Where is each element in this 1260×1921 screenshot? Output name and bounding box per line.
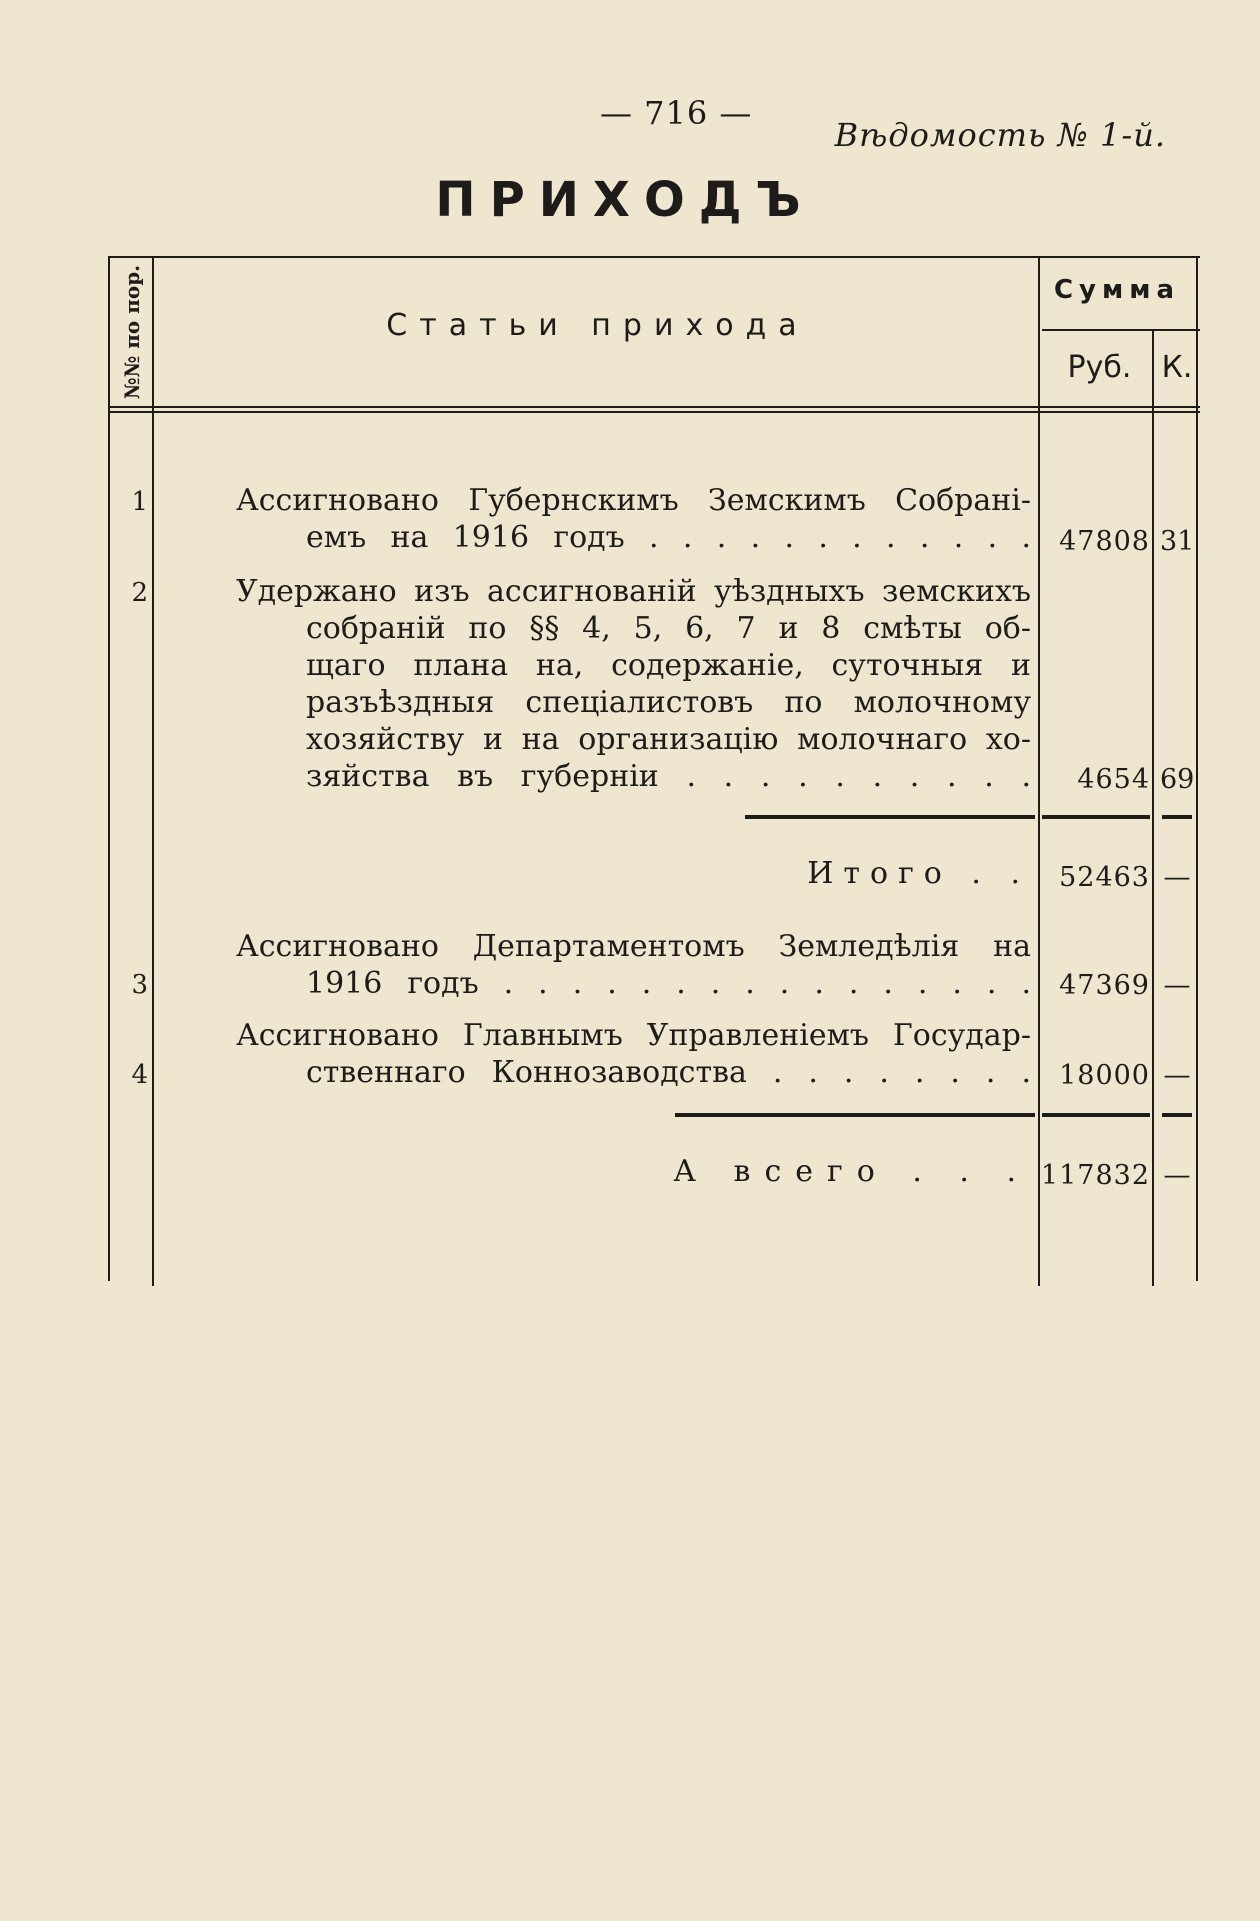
row-rubles: 18000 bbox=[1059, 1060, 1150, 1091]
grand-total-kopecks: — bbox=[1163, 1160, 1191, 1191]
row-item-line: ственнаго Коннозаводства . . . . . . . . bbox=[306, 1055, 1031, 1090]
row-item-line: Ассигновано Губернскимъ Земскимъ Собрані- bbox=[236, 483, 1031, 518]
row-number: 4 bbox=[131, 1060, 148, 1090]
subtotal-rule-rubles bbox=[1042, 815, 1150, 819]
subtotal-rule-kopecks bbox=[1162, 815, 1192, 819]
row-item-line: хозяйству и на организацію молочнаго хо- bbox=[306, 722, 1031, 757]
number-column-divider bbox=[152, 256, 154, 1286]
main-title: ПРИХОДЪ bbox=[435, 172, 815, 228]
header-items-column: Статьи прихода bbox=[386, 308, 809, 343]
subtotal-label: Итого . . bbox=[807, 856, 1030, 891]
grand-total-rubles: 117832 bbox=[1040, 1160, 1150, 1191]
row-rubles: 47369 bbox=[1059, 970, 1150, 1001]
subtotal-kopecks: — bbox=[1163, 862, 1191, 893]
page-number: — 716 — bbox=[600, 94, 753, 132]
row-item-line: собраній по §§ 4, 5, 6, 7 и 8 смѣты об- bbox=[306, 611, 1031, 646]
row-number: 3 bbox=[131, 970, 148, 1000]
row-kopecks: 31 bbox=[1160, 526, 1195, 557]
rubles-column-divider bbox=[1152, 329, 1154, 1286]
header-rule bbox=[110, 406, 1200, 408]
subtotal-rubles: 52463 bbox=[1059, 862, 1150, 893]
header-number-column bbox=[113, 262, 151, 402]
row-item-line: 1916 годъ . . . . . . . . . . . . . . . . bbox=[306, 966, 1031, 1001]
header-sum-column: Сумма bbox=[1053, 275, 1181, 305]
header-kopecks-column: К. bbox=[1161, 350, 1193, 385]
row-kopecks: — bbox=[1163, 970, 1191, 1001]
row-item-line: Удержано изъ ассигнованій уѣздныхъ земскихъ bbox=[236, 574, 1031, 609]
row-kopecks: — bbox=[1163, 1060, 1191, 1091]
total-rule-rubles bbox=[1042, 1113, 1150, 1117]
row-item-line: Ассигновано Главнымъ Управленіемъ Государ- bbox=[236, 1018, 1031, 1053]
total-rule-kopecks bbox=[1162, 1113, 1192, 1117]
left-border bbox=[108, 256, 110, 1281]
row-number: 1 bbox=[131, 487, 148, 517]
items-column-divider bbox=[1038, 256, 1040, 1286]
header-rule-double bbox=[110, 411, 1200, 413]
row-item-line: Ассигновано Департаментомъ Земледѣлія на bbox=[236, 929, 1031, 964]
grand-total-label: А всего . . . bbox=[673, 1154, 1030, 1189]
row-item-line: разъѣздныя спеціалистовъ по молочному bbox=[306, 685, 1031, 720]
row-kopecks: 69 bbox=[1160, 764, 1195, 795]
header-rubles-column: Руб. bbox=[1067, 350, 1132, 385]
row-rubles: 4654 bbox=[1077, 764, 1150, 795]
row-number: 2 bbox=[131, 578, 148, 608]
row-rubles: 47808 bbox=[1059, 526, 1150, 557]
row-item-line: зяйства въ губерніи . . . . . . . . . . bbox=[306, 759, 1031, 794]
header-number-label: №№ по пор. bbox=[120, 264, 144, 400]
total-rule-items bbox=[675, 1113, 1035, 1117]
row-item-line: щаго плана на, содержаніе, суточныя и bbox=[306, 648, 1031, 683]
top-rule bbox=[110, 256, 1200, 258]
sum-subheader-rule bbox=[1042, 329, 1200, 331]
right-border bbox=[1196, 256, 1198, 1281]
subtotal-rule-items bbox=[745, 815, 1035, 819]
row-item-line: емъ на 1916 годъ . . . . . . . . . . . . bbox=[306, 520, 1031, 555]
statement-label: Вѣдомость № 1-й. bbox=[834, 116, 1166, 154]
